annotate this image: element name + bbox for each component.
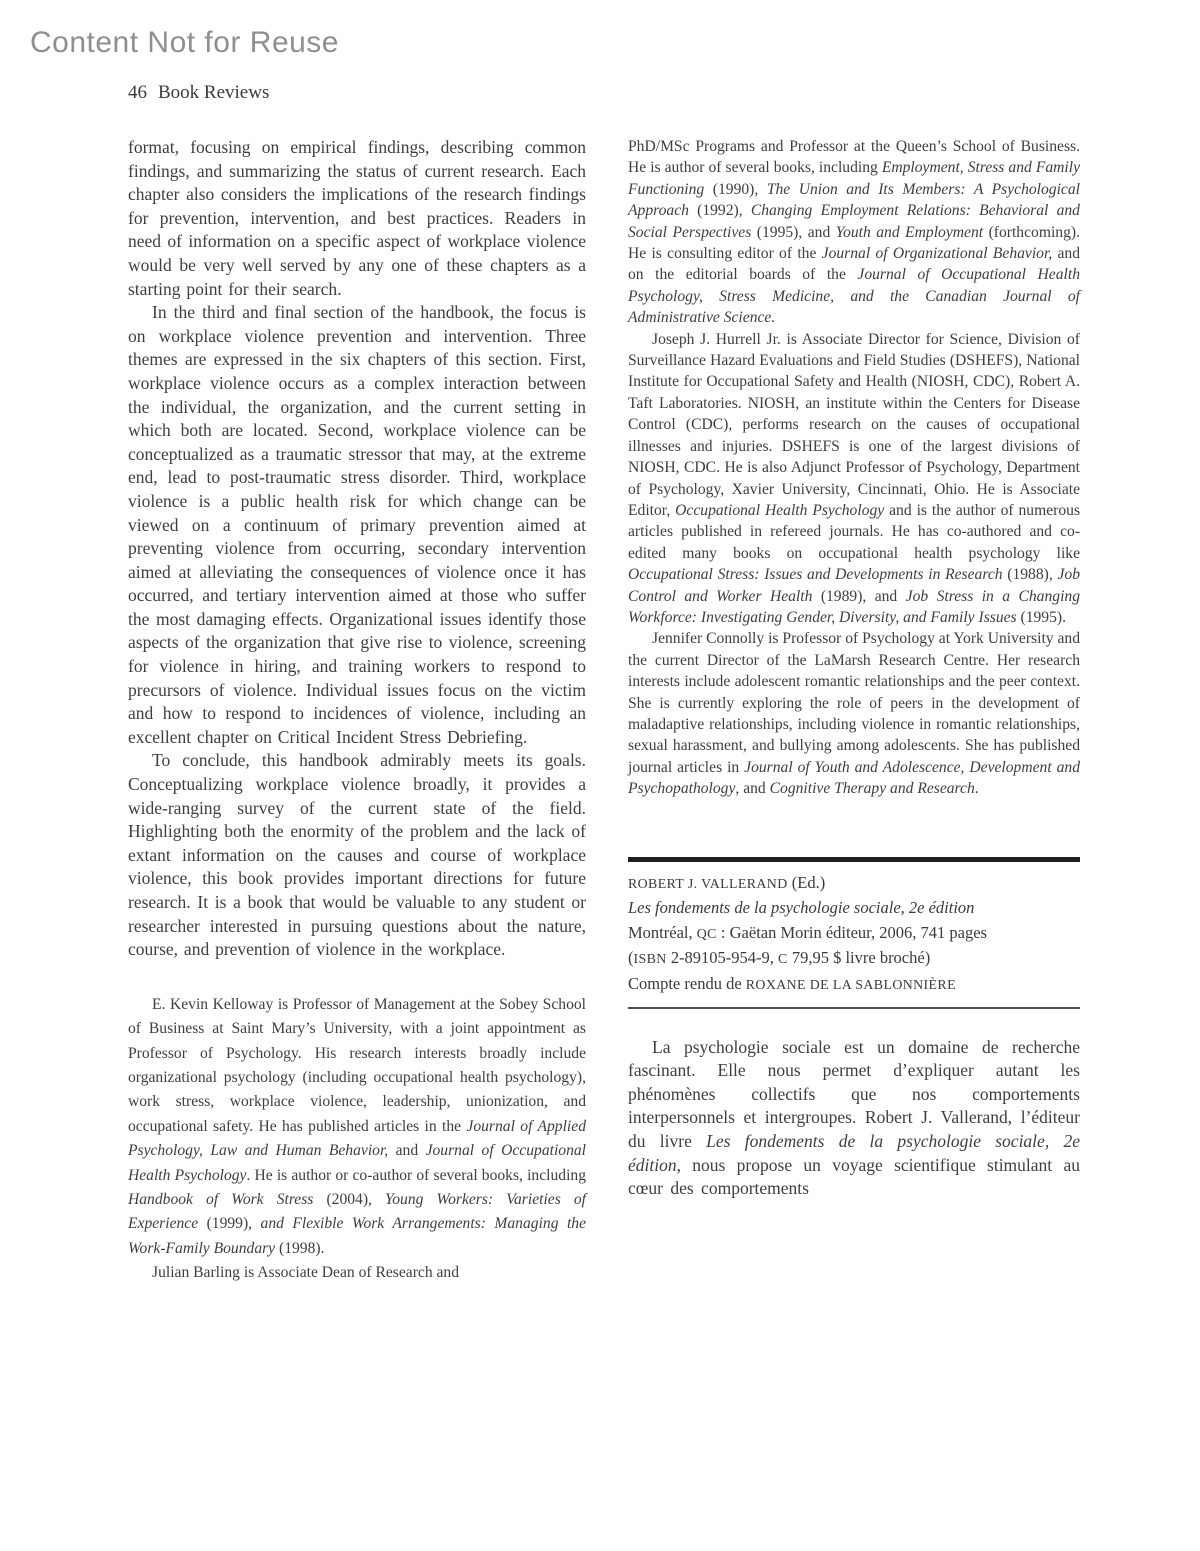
review-paragraph: In the third and final section of the handbook, the focus is on workplace violence prevention and intervention. Three themes are expressed in the six chapters of this section. First, workplace violence occurs as a complex interaction between the individual, the organization, and the current setting in which both are located. Second, workplace violence can be conceptualized as a traumatic stressor that may, at the extreme end, lead to post-traumatic stress disorder. Third, workplace violence is a public health risk for which change can be viewed on a continuum of primary prevention aimed at preventing violence from occurring, secondary intervention aimed at alleviating the consequences of violence once it has occurred, and tertiary intervention aimed at those who suffer the most damaging effects. Organizational issues identify those aspects of the organization that give rise to violence, screening for violence in hiring, and training workers to respond to precursors of violence. Individual issues focus on the victim and how to respond to incidences of violence, including an excellent chapter on Critical Incident Stress Debriefing. bbox=[128, 302, 586, 747]
bio-paragraph: Joseph J. Hurrell Jr. is Associate Director for Science, Division of Surveillance Hazard Evaluations and Field Studies (DSHEFS), National Institute for Occupational Safety and Health (NIOSH, CDC), Robert A. Taft Laboratories. NIOSH, an institute within the Centers for Disease Control (CDC), performs research on the causes of occupational illnesses and injuries. DSHEFS is one of the largest divisions of NIOSH, CDC. He is also Adjunct Professor of Psychology, Department of Psychology, Xavier University, Cincinnati, Ohio. He is Associate Editor, Occupational Health Psychology and is the author of numerous articles published in refereed journals. He has co-authored and co-edited many books on occupational health psychology like Occupational Stress: Issues and Developments in Research (1988), Job Control and Worker Health (1989), and Job Stress in a Changing Workforce: Investigating Gender, Diversity, and Family Issues (1995). bbox=[628, 330, 1081, 626]
left-column bbox=[128, 136, 586, 1286]
bio-paragraph: Jennifer Connolly is Professor of Psychology at York University and the current Director of the LaMarsh Research Centre. Her research interests include adolescent romantic relationships and the peer context. She is currently exploring the role of peers in the development of maladaptive relationships, including violence in romantic relationships, sexual harassment, and bullying among adolescents. She has published journal articles in Journal of Youth and Adolescence, Development and Psychopathology, and Cognitive Therapy and Research. bbox=[628, 630, 1080, 798]
book-publisher: Montréal, QC : Gaëtan Morin éditeur, 2006, 741 pages bbox=[628, 922, 987, 942]
bio-paragraph: E. Kevin Kelloway is Professor of Management at the Sobey School of Business at Saint Mary’s University, with a joint appointment as Professor of Psychology. His research interests broadly include organizational psychology (including occupational health psychology), work stress, workplace violence, leadership, unionization, and occupational safety. He has published articles in the Journal of Applied Psychology, Law and Human Behavior, and Journal of Occupational Health Psychology. He is author or co-author of several books, including Handbook of Work Stress (2004), Young Workers: Varieties of Experience (1999), and Flexible Work Arrangements: Managing the Work-Family Boundary (1998). bbox=[128, 995, 586, 1257]
review-paragraph: To conclude, this handbook admirably meets its goals. Conceptualizing workplace violence broadly, it provides a wide-ranging survey of the current state of the field. Highlighting both the enormity of the problem and the lack of extant information on the causes and course of workplace violence, this book provides important directions for future research. It is a book that would be valuable to any student or researcher interested in pursuing questions about the nature, course, and prevention of violence in the workplace. bbox=[128, 750, 586, 960]
book-reviewer: Compte rendu de ROXANE DE LA SABLONNIÈRE bbox=[628, 973, 956, 993]
author-bios bbox=[128, 993, 586, 1286]
divider-thin bbox=[628, 1007, 1080, 1009]
page-number: 46 bbox=[128, 82, 147, 103]
right-column bbox=[628, 136, 1080, 1201]
book-title: Les fondements de la psychologie sociale, 2e édition bbox=[628, 898, 975, 918]
bio-paragraph: Julian Barling is Associate Dean of Research and bbox=[152, 1264, 460, 1282]
review-paragraph: La psychologie sociale est un domaine de recherche fascinant. Elle nous permet d’expliquer autant les phénomènes collectifs que nos comportements interpersonnels et intergroupes. Robert J. Vallerand, l’éditeur du livre Les fondements de la psychologie sociale, 2e édition, nous propose un voyage scientifique stimulant au cœur des comportements bbox=[628, 1036, 1080, 1199]
running-head-title: Book Reviews bbox=[158, 82, 270, 103]
review-paragraph: format, focusing on empirical findings, describing common findings, and summarizing the status of current research. Each chapter also considers the implications of the research findings for prevention, intervention, and best practices. Readers in need of information on a specific aspect of workplace violence would be very well served by any one of these chapters as a starting point for their search. bbox=[128, 137, 586, 299]
book-editor: ROBERT J. VALLERAND (Ed.) bbox=[628, 872, 826, 892]
running-head bbox=[128, 82, 269, 104]
book-isbn-price: (ISBN 2-89105-954-9, C 79,95 $ livre broché) bbox=[628, 948, 931, 968]
bio-paragraph: PhD/MSc Programs and Professor at the Queen’s School of Business. He is author of several books, including Employment, Stress and Family Functioning (1990), The Union and Its Members: A Psychological Approach (1992), Changing Employment Relations: Behavioral and Social Perspectives (1995), and Youth and Employment (forthcoming). He is consulting editor of the Journal of Organizational Behavior, and on the editorial boards of the Journal of Occupational Health Psychology, Stress Medicine, and the Canadian Journal of Administrative Science. bbox=[628, 138, 1080, 327]
watermark-text: Content Not for Reuse bbox=[30, 26, 339, 59]
book-review-header bbox=[628, 862, 1080, 998]
